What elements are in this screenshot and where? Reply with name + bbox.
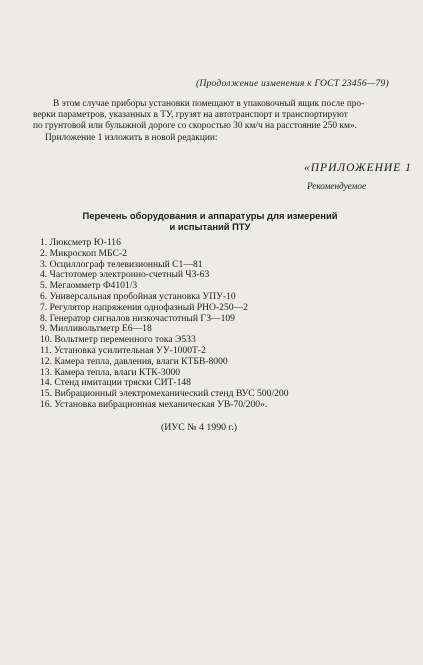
appendix-title: «ПРИЛОЖЕНИЕ 1 — [304, 162, 412, 174]
list-item: 7. Регулятор напряжения однофазный РНО-250—2 — [40, 301, 248, 313]
list-item: 6. Универсальная пробойная установка УПУ-10 — [40, 290, 236, 302]
list-item: 16. Установка вибрационная механическая УВ-70/200». — [40, 398, 268, 410]
list-item: 8. Генератор сигналов низкочастотный ГЗ—109 — [40, 312, 235, 324]
list-title-line: Перечень оборудования и аппаратуры для измерений — [82, 210, 338, 221]
list-item: 4. Частотомер электронно-счетный ЧЗ-63 — [40, 269, 210, 281]
list-item: 10. Вольтметр переменного тока Э533 — [40, 334, 196, 346]
appendix-subtitle: Рекомендуемое — [307, 181, 367, 191]
body-text-line: верки параметров, указанных в ТУ, грузят на автотранспорт и транспортируют — [33, 110, 348, 120]
body-text-line: по грунтовой или булыжной дороге со скоростью 30 км/ч на расстояние 250 км». — [33, 121, 357, 131]
list-item: 14. Стенд имитации тряски СИТ-148 — [40, 377, 191, 389]
list-item: 9. Милливольтметр Е6—18 — [40, 323, 152, 335]
equipment-list — [40, 238, 289, 411]
list-item: 11. Установка усилительная УУ-1000Т-2 — [40, 344, 206, 356]
list-item: 15. Вибрационный электромеханический стенд ВУС 500/200 — [40, 388, 289, 400]
list-item: 2. Микроскоп МБС-2 — [40, 247, 127, 259]
amendment-reference: (Продолжение изменения к ГОСТ 23456—79) — [196, 78, 389, 89]
list-title-line: и испытаний ПТУ — [169, 221, 251, 232]
body-text-line: Приложение 1 изложить в новой редакции: — [45, 133, 218, 143]
list-item: 1. Люксметр Ю-116 — [40, 237, 121, 248]
list-item: 12. Камера тепла, давления, влаги КТБВ-8000 — [40, 355, 228, 367]
list-item: 3. Осциллограф телевизионный С1—81 — [40, 258, 203, 270]
ius-reference: (ИУС № 4 1990 г.) — [161, 422, 238, 433]
body-text-line: В этом случае приборы установки помещают в упаковочный ящик после про- — [53, 99, 365, 109]
list-item: 13. Камера тепла, влаги КТК-3000 — [40, 366, 181, 378]
list-item: 5. Мегаомметр Ф4101/3 — [40, 280, 138, 292]
